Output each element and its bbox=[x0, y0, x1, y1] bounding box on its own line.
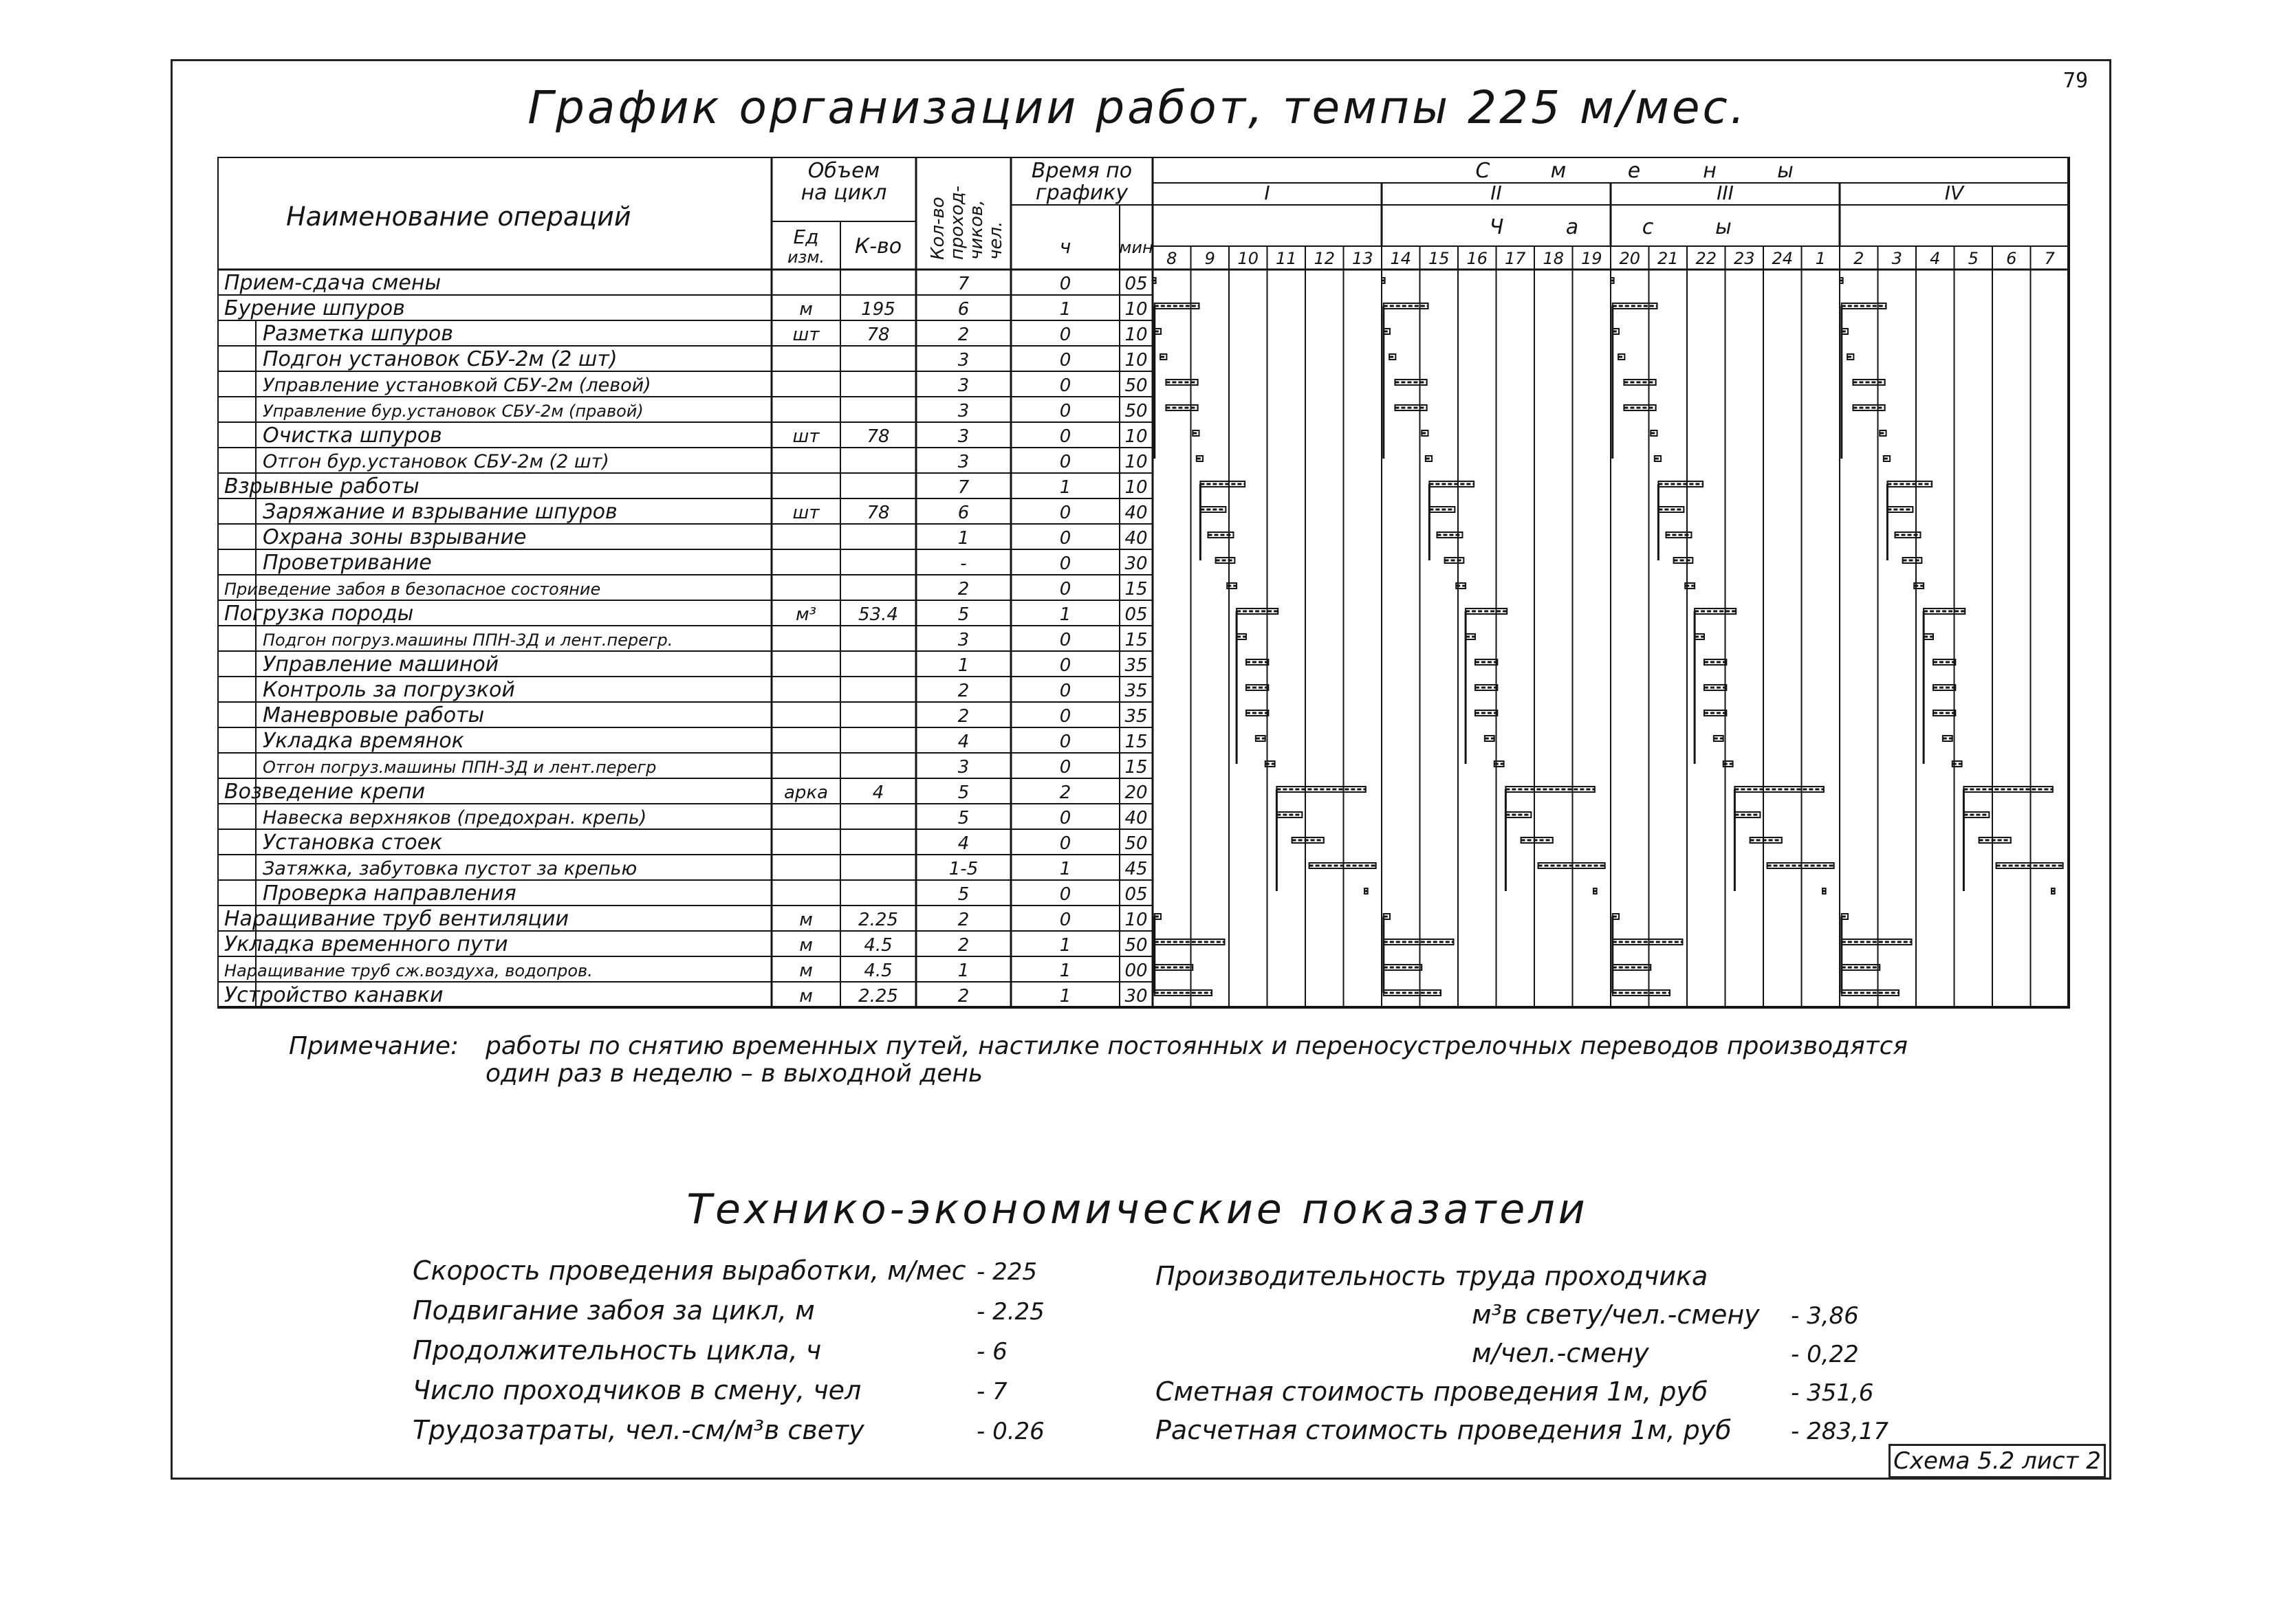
tep-right-value-4: - 283,17 bbox=[1791, 1418, 1889, 1445]
header-hour-number: 19 bbox=[1580, 249, 1602, 268]
operation-name: Навеска верхняков (предохран. крепь) bbox=[263, 807, 647, 829]
header-volume: Объем bbox=[807, 159, 880, 183]
operation-workers: 5 bbox=[957, 604, 970, 625]
operation-minutes: 15 bbox=[1124, 630, 1148, 650]
tep-left-label-3: Продолжительность цикла, ч bbox=[413, 1335, 822, 1365]
operation-minutes: 05 bbox=[1124, 604, 1148, 625]
operation-hours: 0 bbox=[1059, 350, 1071, 371]
operation-hours: 0 bbox=[1059, 910, 1071, 930]
tep-right-label-1: м³в свету/чел.-смену bbox=[1472, 1299, 1760, 1330]
header-time: Время по bbox=[1031, 159, 1133, 183]
tep-left-value-1: - 225 bbox=[977, 1258, 1037, 1286]
operation-qty: 4.5 bbox=[864, 935, 893, 956]
operation-qty: 78 bbox=[867, 426, 890, 447]
header-qty: К-во bbox=[854, 234, 902, 259]
operation-hours: 0 bbox=[1059, 808, 1071, 829]
operation-workers: 2 bbox=[957, 910, 970, 930]
operation-name: Отгон бур.установок СБУ-2м (2 шт) bbox=[263, 451, 609, 472]
operation-workers: 3 bbox=[957, 375, 970, 396]
operation-workers: 3 bbox=[957, 426, 970, 447]
operation-unit: м³ bbox=[795, 604, 817, 625]
header-hour-number: 12 bbox=[1314, 249, 1336, 268]
header-hour-number: 6 bbox=[2006, 249, 2017, 268]
header-unit: изм. bbox=[787, 248, 825, 267]
operation-hours: 2 bbox=[1059, 782, 1071, 803]
operation-minutes: 10 bbox=[1124, 477, 1148, 498]
operation-workers: 1 bbox=[957, 528, 970, 549]
header-shifts-letter: е bbox=[1627, 159, 1641, 183]
header-shifts-letter: ы bbox=[1777, 159, 1794, 183]
header-hour-number: 16 bbox=[1466, 249, 1488, 268]
tep-left-label-4: Число проходчиков в смену, чел bbox=[413, 1375, 862, 1405]
operation-minutes: 15 bbox=[1124, 579, 1148, 600]
header-hour-number: 2 bbox=[1853, 249, 1864, 268]
operation-minutes: 35 bbox=[1124, 655, 1148, 676]
tep-left-value-2: - 2.25 bbox=[977, 1298, 1045, 1326]
operation-hours: 1 bbox=[1059, 935, 1071, 956]
tep-left-label-5: Трудозатраты, чел.-см/м³в свету bbox=[413, 1415, 864, 1445]
operation-qty: 2.25 bbox=[858, 910, 898, 930]
operation-qty: 2.25 bbox=[858, 986, 898, 1007]
operation-name: Охрана зоны взрывание bbox=[263, 525, 527, 549]
header-hour-number: 8 bbox=[1166, 249, 1177, 268]
tep-left-value-4: - 7 bbox=[977, 1378, 1008, 1405]
operation-unit: шт bbox=[792, 426, 820, 447]
operation-unit: м bbox=[799, 935, 813, 956]
operation-hours: 1 bbox=[1059, 604, 1071, 625]
header-shifts-letter: С bbox=[1475, 159, 1490, 183]
operation-workers: 4 bbox=[957, 732, 970, 752]
operation-name: Подгон погруз.машины ППН-3Д и лент.перегр. bbox=[263, 630, 673, 650]
operation-minutes: 15 bbox=[1124, 732, 1148, 752]
operation-workers: 5 bbox=[957, 808, 970, 829]
operation-minutes: 20 bbox=[1124, 782, 1148, 803]
operation-workers: 3 bbox=[957, 452, 970, 472]
operation-hours: 0 bbox=[1059, 528, 1071, 549]
operation-minutes: 35 bbox=[1124, 681, 1148, 701]
tep-right-label-3: Сметная стоимость проведения 1м, руб bbox=[1155, 1376, 1708, 1407]
operation-minutes: 00 bbox=[1124, 961, 1148, 981]
header-shift-numeral: II bbox=[1490, 182, 1502, 204]
header-workers bbox=[928, 186, 1006, 260]
operation-workers: 5 bbox=[957, 884, 970, 905]
header-workers-line: чел. bbox=[986, 221, 1006, 260]
operation-workers: 6 bbox=[957, 299, 970, 320]
header-hour-number: 14 bbox=[1390, 249, 1412, 268]
header-hour-number: 5 bbox=[1968, 249, 1979, 268]
operation-hours: 1 bbox=[1059, 299, 1071, 320]
operation-minutes: 45 bbox=[1124, 859, 1148, 879]
scheme-label: Схема 5.2 лист 2 bbox=[1888, 1444, 2106, 1478]
operation-workers: 6 bbox=[957, 503, 970, 523]
header-hour-number: 24 bbox=[1772, 249, 1794, 268]
operation-name: Управление бур.установок СБУ-2м (правой) bbox=[263, 402, 644, 421]
operation-name: Разметка шпуров bbox=[263, 322, 453, 346]
operation-name: Отгон погруз.машины ППН-3Д и лент.перегр bbox=[263, 758, 657, 777]
header-minutes: мин bbox=[1119, 238, 1153, 257]
operation-name: Очистка шпуров bbox=[263, 424, 442, 448]
schedule-table bbox=[217, 157, 2074, 1023]
header-hour-number: 13 bbox=[1351, 249, 1373, 268]
operation-workers: 5 bbox=[957, 782, 970, 803]
operation-qty: 195 bbox=[861, 299, 895, 320]
operation-workers: 3 bbox=[957, 757, 970, 778]
operation-qty: 53.4 bbox=[858, 604, 898, 625]
operation-qty: 4 bbox=[872, 782, 884, 803]
operation-name: Проветривание bbox=[263, 551, 432, 575]
operation-workers: 1 bbox=[957, 655, 970, 676]
operation-hours: 0 bbox=[1059, 579, 1071, 600]
operation-hours: 0 bbox=[1059, 884, 1071, 905]
operation-qty: 78 bbox=[867, 325, 890, 345]
operation-name: Управление машиной bbox=[263, 652, 499, 677]
header-unit: Ед bbox=[793, 226, 819, 248]
operation-hours: 0 bbox=[1059, 426, 1071, 447]
operation-unit: м bbox=[799, 986, 813, 1007]
operation-name: Управление установкой СБУ-2м (левой) bbox=[263, 375, 651, 396]
tep-right-value-2: - 0,22 bbox=[1791, 1341, 1859, 1368]
operation-workers: 2 bbox=[957, 935, 970, 956]
operation-unit: м bbox=[799, 961, 813, 981]
operation-workers: 1-5 bbox=[948, 859, 979, 879]
header-hour-number: 9 bbox=[1204, 249, 1215, 268]
operation-workers: - bbox=[960, 553, 967, 574]
operation-hours: 0 bbox=[1059, 375, 1071, 396]
header-volume: на цикл bbox=[801, 181, 887, 205]
operation-name: Укладка времянок bbox=[263, 729, 464, 753]
tep-right-label-2: м/чел.-смену bbox=[1472, 1338, 1649, 1368]
operation-workers: 3 bbox=[957, 401, 970, 421]
operation-minutes: 10 bbox=[1124, 325, 1148, 345]
note bbox=[289, 1033, 1908, 1088]
header-hour-number: 3 bbox=[1891, 249, 1902, 268]
operation-minutes: 40 bbox=[1124, 528, 1148, 549]
operation-name: Возведение крепи bbox=[224, 780, 426, 804]
operation-hours: 0 bbox=[1059, 325, 1071, 345]
operation-hours: 1 bbox=[1059, 477, 1071, 498]
tep-left-value-3: - 6 bbox=[977, 1338, 1008, 1365]
header-shift-numeral: I bbox=[1264, 182, 1270, 204]
header-time: графику bbox=[1035, 181, 1129, 205]
operation-minutes: 15 bbox=[1124, 757, 1148, 778]
tep-title: Технико-экономические показатели bbox=[686, 1185, 1589, 1233]
operation-workers: 2 bbox=[957, 681, 970, 701]
header-shifts-letter: н bbox=[1703, 159, 1717, 183]
operation-unit: м bbox=[799, 910, 813, 930]
operation-workers: 3 bbox=[957, 630, 970, 650]
operation-minutes: 10 bbox=[1124, 350, 1148, 371]
operation-minutes: 30 bbox=[1124, 986, 1148, 1007]
operation-minutes: 05 bbox=[1124, 274, 1148, 294]
operation-name: Проверка направления bbox=[263, 881, 516, 906]
header-hour-number: 22 bbox=[1695, 249, 1717, 268]
tep-right-value-1: - 3,86 bbox=[1791, 1302, 1859, 1330]
operation-name: Прием-сдача смены bbox=[224, 271, 442, 295]
header-operation: Наименование операций bbox=[286, 201, 631, 232]
header-hours-letter: а bbox=[1565, 215, 1579, 239]
operation-hours: 0 bbox=[1059, 655, 1071, 676]
operation-name: Приведение забоя в безопасное состояние bbox=[224, 580, 601, 599]
header-hour-number: 21 bbox=[1657, 249, 1679, 268]
operation-unit: м bbox=[799, 299, 813, 320]
operation-minutes: 40 bbox=[1124, 808, 1148, 829]
tep-left-label-2: Подвигание забоя за цикл, м bbox=[413, 1295, 815, 1326]
header-shifts-letter: м bbox=[1550, 159, 1567, 183]
header-workers-line: чиков, bbox=[966, 199, 987, 260]
header-workers-line: Кол-во bbox=[928, 197, 948, 260]
operation-hours: 1 bbox=[1059, 859, 1071, 879]
operation-name: Погрузка породы bbox=[224, 602, 414, 626]
operation-hours: 0 bbox=[1059, 503, 1071, 523]
operation-minutes: 50 bbox=[1124, 375, 1148, 396]
header-shift-numeral: IV bbox=[1944, 182, 1964, 204]
header-hours-letter: с bbox=[1642, 215, 1654, 239]
operation-hours: 0 bbox=[1059, 401, 1071, 421]
operation-name: Устройство канавки bbox=[224, 983, 444, 1007]
header-hour-number: 23 bbox=[1733, 249, 1755, 268]
operation-hours: 0 bbox=[1059, 630, 1071, 650]
operation-workers: 7 bbox=[957, 274, 970, 294]
operation-unit: шт bbox=[792, 503, 820, 523]
operation-qty: 78 bbox=[867, 503, 890, 523]
page-title: График организации работ, темпы 225 м/мес. bbox=[527, 81, 1748, 134]
header-hours: ч bbox=[1059, 235, 1071, 258]
header-hour-number: 17 bbox=[1504, 249, 1526, 268]
header-hour-number: 18 bbox=[1543, 249, 1565, 268]
operation-name: Маневровые работы bbox=[263, 703, 485, 727]
operation-workers: 2 bbox=[957, 325, 970, 345]
operation-workers: 4 bbox=[957, 833, 970, 854]
operation-name: Наращивание труб вентиляции bbox=[224, 907, 569, 931]
operation-minutes: 30 bbox=[1124, 553, 1148, 574]
operation-name: Подгон установок СБУ-2м (2 шт) bbox=[263, 347, 618, 371]
operation-hours: 0 bbox=[1059, 706, 1071, 727]
operation-hours: 0 bbox=[1059, 452, 1071, 472]
header-hour-number: 11 bbox=[1275, 249, 1297, 268]
header-hour-number: 4 bbox=[1930, 249, 1941, 268]
tep-left-value-5: - 0.26 bbox=[977, 1418, 1045, 1445]
operation-hours: 0 bbox=[1059, 833, 1071, 854]
tep-right-heading: Производительность труда проходчика bbox=[1155, 1261, 1708, 1291]
header-hours-letter: Ч bbox=[1489, 215, 1504, 239]
note-line-2: один раз в неделю – в выходной день bbox=[486, 1060, 983, 1088]
operation-workers: 7 bbox=[957, 477, 970, 498]
operation-minutes: 05 bbox=[1124, 884, 1148, 905]
operation-minutes: 50 bbox=[1124, 833, 1148, 854]
operation-unit: арка bbox=[783, 782, 829, 803]
operation-workers: 2 bbox=[957, 986, 970, 1007]
operation-workers: 1 bbox=[957, 961, 970, 981]
operation-unit: шт bbox=[792, 325, 820, 345]
operation-minutes: 50 bbox=[1124, 401, 1148, 421]
operation-minutes: 35 bbox=[1124, 706, 1148, 727]
tep-right-label-4: Расчетная стоимость проведения 1м, руб bbox=[1155, 1415, 1732, 1445]
header-shift-numeral: III bbox=[1717, 182, 1734, 204]
operation-name: Укладка временного пути bbox=[224, 932, 508, 956]
header-hour-number: 20 bbox=[1619, 249, 1641, 268]
page-number: 79 bbox=[2063, 69, 2089, 93]
operation-name: Взрывные работы bbox=[224, 474, 420, 498]
operation-minutes: 40 bbox=[1124, 503, 1148, 523]
operation-minutes: 10 bbox=[1124, 299, 1148, 320]
header-hour-number: 10 bbox=[1237, 249, 1259, 268]
header-workers-line: проход- bbox=[947, 185, 968, 260]
operation-qty: 4.5 bbox=[864, 961, 893, 981]
operation-name: Наращивание труб сж.воздуха, водопров. bbox=[224, 961, 593, 980]
tep-right-value-3: - 351,6 bbox=[1791, 1379, 1874, 1407]
operation-name: Заряжание и взрывание шпуров bbox=[263, 500, 618, 524]
note-line-1: работы по снятию временных путей, настилке постоянных и переносустрелочных переводов производятся bbox=[486, 1032, 1908, 1060]
operation-name: Установка стоек bbox=[263, 831, 443, 855]
header-hour-number: 7 bbox=[2044, 249, 2055, 268]
operation-hours: 0 bbox=[1059, 732, 1071, 752]
operation-minutes: 10 bbox=[1124, 452, 1148, 472]
operation-name: Бурение шпуров bbox=[224, 296, 405, 320]
operation-hours: 0 bbox=[1059, 553, 1071, 574]
operation-name: Контроль за погрузкой bbox=[263, 678, 515, 702]
operation-hours: 0 bbox=[1059, 681, 1071, 701]
note-label: Примечание: bbox=[289, 1032, 459, 1060]
operation-workers: 2 bbox=[957, 579, 970, 600]
operation-hours: 1 bbox=[1059, 986, 1071, 1007]
operation-workers: 2 bbox=[957, 706, 970, 727]
operation-name: Затяжка, забутовка пустот за крепью bbox=[263, 858, 638, 879]
operation-minutes: 50 bbox=[1124, 935, 1148, 956]
operation-hours: 0 bbox=[1059, 757, 1071, 778]
operation-hours: 1 bbox=[1059, 961, 1071, 981]
operation-minutes: 10 bbox=[1124, 426, 1148, 447]
operation-minutes: 10 bbox=[1124, 910, 1148, 930]
header-hours-letter: ы bbox=[1715, 215, 1732, 239]
operation-hours: 0 bbox=[1059, 274, 1071, 294]
header-hour-number: 1 bbox=[1815, 249, 1826, 268]
operation-workers: 3 bbox=[957, 350, 970, 371]
tep-left-label-1: Скорость проведения выработки, м/мес bbox=[413, 1255, 966, 1286]
header-hour-number: 15 bbox=[1428, 249, 1450, 268]
